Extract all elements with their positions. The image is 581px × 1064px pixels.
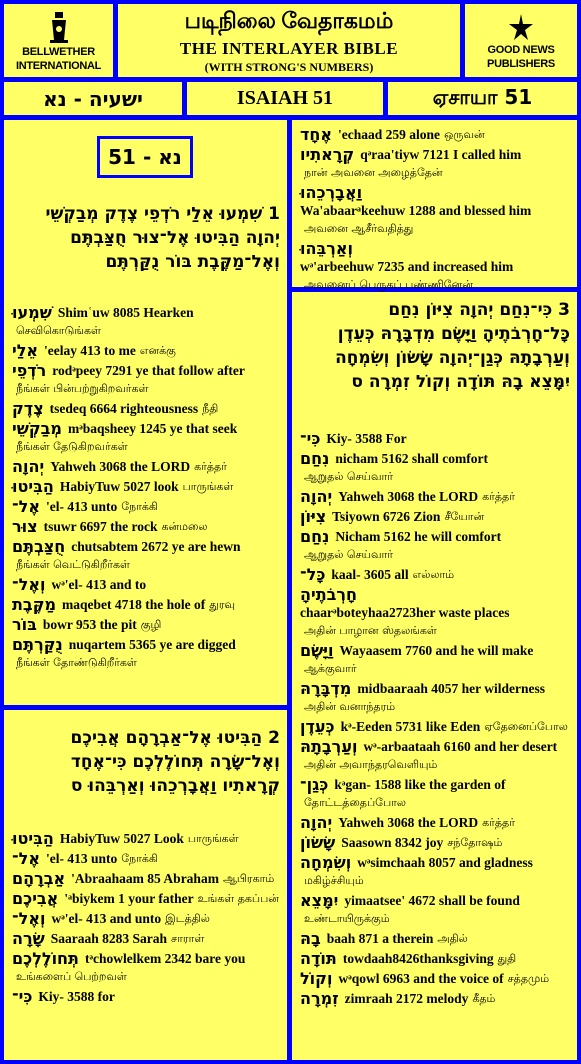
english-gloss: kᵊ-Eeden 5731 like Eden [340, 719, 481, 734]
word-entry [300, 970, 570, 988]
hebrew-word: אֶחָד [300, 125, 333, 144]
tamil-gloss: அதின் அவாந்தரவெளியும் [304, 758, 438, 771]
word-entry [300, 854, 570, 890]
word-entry [300, 642, 570, 678]
english-gloss: mᵊbaqsheey 1245 ye that seek [67, 421, 238, 436]
hebrew-word: חֻצַּבְתֶּם [12, 537, 66, 556]
bellwether-logo [4, 4, 113, 77]
word-entry [12, 304, 280, 340]
hebrew-word: צִיּוֹן [300, 507, 327, 526]
tamil-gloss: நீங்கள் தோண்டுகிறீர்கள் [16, 656, 137, 669]
word-entry [300, 586, 570, 640]
hebrew-word: יִמָּצֵא [300, 891, 339, 910]
english-gloss: zimraah 2172 melody [344, 991, 469, 1006]
hebrew-word: שָׂרָה [12, 929, 45, 948]
english-gloss: chutsabtem 2672 ye are hewn [71, 539, 241, 554]
page-title: THE INTERLAYER BIBLE [179, 39, 399, 58]
tamil-gloss: நான் அவனை அழைத்தேன் [304, 166, 443, 179]
hebrew-word: שִׁמְעוּ [12, 303, 52, 322]
english-gloss: HabiyTuw 5027 look [59, 479, 179, 494]
good-news-line2: PUBLISHERS [487, 57, 555, 70]
tamil-gloss: சீயோன் [444, 510, 485, 523]
tamil-gloss: அதின் வனாந்தரம் [304, 700, 396, 713]
hebrew-word: אַבְרָהָם [12, 869, 66, 888]
hebrew-word: בּוֹר [12, 615, 37, 634]
tamil-gloss: கர்த்தர் [194, 460, 227, 473]
hebrew-word: אֶל־ [12, 497, 40, 516]
title-tamil: படிநிலை வேதாகமம் [184, 8, 394, 33]
tamil-gloss: எல்லாம் [412, 568, 455, 581]
verse-1-hebrew: 1 שִׁמְעוּ אֵלַי רֹדְפֵי צֶדֶק מְבַקְשֵׁי יְהוָה הַבִּיטוּ אֶל־צוּר חֻצַּבְתֶּם וְאֶל־מַקֶּבֶת בּוֹר נֻקַּרְתֶּם [45, 204, 280, 272]
book-tamil [388, 82, 577, 115]
english-gloss: 'echaad 259 alone [338, 127, 441, 142]
tamil-gloss: ஆபிரகாம் [222, 872, 275, 885]
bellwether-line1: BELLWETHER [22, 45, 95, 58]
word-entry [300, 680, 570, 716]
tamil-gloss: ஆறுதல் செய்வார் [304, 548, 394, 561]
english-gloss: 'el- 413 unto [45, 499, 118, 514]
tamil-gloss: நோக்கி [121, 852, 158, 865]
hebrew-word: קְרָאתִיו [300, 145, 355, 164]
word-entry [300, 776, 570, 812]
tamil-gloss: சத்தமும் [507, 972, 550, 985]
tamil-gloss: கர்த்தர் [482, 490, 515, 503]
hebrew-word: זִמְרָה [300, 989, 339, 1008]
english-gloss: Kiy- 3588 for [38, 989, 115, 1004]
word-entry [12, 518, 280, 536]
english-gloss: wᵊqowl 6963 and the voice of [338, 971, 504, 986]
hebrew-word: נִחַם [300, 527, 330, 546]
english-gloss: wᵊsimchaah 8057 and gladness [357, 855, 533, 870]
tamil-gloss: துரவு [209, 598, 236, 611]
hebrew-word: הַבִּיטוּ [12, 477, 54, 496]
hebrew-word: מַקֶּבֶת [12, 595, 57, 614]
book-tamil-text: ஏசாயா 51 [432, 85, 533, 109]
word-entry [12, 930, 280, 948]
hebrew-word: יְהוָה [12, 457, 45, 476]
word-entry [300, 990, 570, 1008]
english-gloss: 'Abraahaam 85 Abraham [71, 871, 219, 886]
word-entry [12, 538, 280, 574]
word-entry [300, 718, 570, 736]
english-gloss: yimaatsee' 4672 shall be found [344, 893, 520, 908]
word-entry [12, 950, 280, 986]
page-subtitle: (WITH STRONG'S NUMBERS) [204, 60, 374, 74]
hebrew-word: נֻקַּרְתֶּם [12, 635, 63, 654]
word-entry [12, 400, 280, 418]
english-gloss: nuqartem 5365 ye are digged [68, 637, 236, 652]
tamil-gloss: பாருங்கள் [182, 480, 234, 493]
english-gloss: towdaah8426thanksgiving [342, 951, 494, 966]
english-gloss: Nicham 5162 he will comfort [335, 529, 502, 544]
verse-2-entries [12, 830, 280, 1008]
word-entry [12, 458, 280, 476]
english-gloss: Yahweh 3068 the LORD [338, 815, 479, 830]
word-entry [12, 870, 280, 888]
english-gloss: wᵊ-arbaataah 6160 and her desert [363, 739, 558, 754]
book-english [187, 82, 383, 115]
word-entry [300, 834, 570, 852]
hebrew-word: וְאַרְבֵּהוּ [300, 239, 354, 258]
tamil-gloss: அதின் பாழான ஸ்தலங்கள் [304, 624, 437, 637]
english-gloss: maqebet 4718 the hole of [62, 597, 206, 612]
word-entry [300, 430, 570, 448]
hebrew-word: יְהוָה [300, 813, 333, 832]
english-gloss: chaarᵊboteyhaa2723her waste places [300, 605, 510, 620]
hebrew-word: כִּי־ [300, 429, 321, 448]
hebrew-word: כִּי־ [12, 987, 33, 1006]
good-news-icon [506, 12, 536, 42]
tamil-gloss: துதி [497, 952, 517, 965]
hebrew-word: תְּחוֹלֶלְכֶם [12, 949, 79, 968]
tamil-gloss: சந்தோஷம் [447, 836, 503, 849]
word-entry [300, 126, 570, 144]
hebrew-word: כָּל־ [300, 565, 326, 584]
word-entry [12, 596, 280, 614]
tamil-gloss: செவிகொடுங்கள் [16, 324, 101, 337]
word-entry [300, 892, 570, 928]
english-gloss: tsuwr 6697 the rock [43, 519, 158, 534]
hebrew-word: בָהּ [300, 929, 321, 948]
hebrew-word: הַבִּיטוּ [12, 829, 54, 848]
hebrew-word: אֶל־ [12, 849, 40, 868]
hebrew-word: וַאֲבָרְכֵהוּ [300, 183, 363, 202]
tamil-gloss: மகிழ்ச்சியும் [304, 874, 364, 887]
english-gloss: 'el- 413 unto [45, 851, 118, 866]
english-gloss: tᵊchowlelkem 2342 bare you [84, 951, 246, 966]
english-gloss: nicham 5162 shall comfort [335, 451, 489, 466]
word-entry [12, 910, 280, 928]
english-gloss: baah 871 a therein [326, 931, 434, 946]
tamil-gloss: உண்டாயிருக்கும் [304, 912, 390, 925]
tamil-gloss: அவனை ஆசீர்வதித்து [304, 222, 414, 235]
tamil-gloss: கர்த்தர் [482, 816, 515, 829]
word-entry [12, 890, 280, 908]
verse-2-panel [4, 710, 287, 1060]
english-gloss: midbaaraah 4057 her wilderness [357, 681, 546, 696]
word-entry [300, 184, 570, 238]
english-gloss: Wayaasem 7760 and he will make [339, 643, 534, 658]
hebrew-word: אֲבִיכֶם [12, 889, 59, 908]
english-gloss: Wa'abaarᵃkeehuw 1288 and blessed him [300, 203, 532, 218]
word-entry [300, 814, 570, 832]
hebrew-word: וְאֶל־ [12, 909, 46, 928]
book-hebrew [4, 82, 182, 115]
word-entry [12, 342, 280, 360]
tamil-gloss: நீங்கள் தேடுகிறவர்கள் [16, 440, 128, 453]
word-entry [300, 508, 570, 526]
hebrew-word: מִדְבָּרָהּ [300, 679, 352, 698]
english-gloss: Saaraah 8283 Sarah [50, 931, 168, 946]
word-entry [300, 950, 570, 968]
word-entry [12, 988, 280, 1006]
word-entry [300, 240, 570, 294]
hebrew-word: נִחַם [300, 449, 330, 468]
hebrew-word: חָרְבֹתֶיהָ [300, 585, 358, 604]
english-gloss: wᵊ'el- 413 and to [51, 577, 147, 592]
good-news-line1: GOOD NEWS [487, 43, 555, 56]
hebrew-word: יְהוָה [300, 487, 333, 506]
tamil-gloss: அதில் [437, 932, 468, 945]
tamil-gloss: குழி [140, 618, 162, 631]
hebrew-word: וְשִׂמְחָה [300, 853, 352, 872]
verse-2-hebrew: 2 הַבִּיטוּ אֶל־אַבְרָהָם אֲבִיכֶם וְאֶל־שָׂרָה תְּחוֹלֶלְכֶם כִּי־אֶחָד קְרָאתִיו וַאֲבָרְכֵהוּ וְאַרְבֵּהוּ ס [70, 728, 280, 796]
hebrew-word: וַיָּשֶׂם [300, 641, 334, 660]
tamil-gloss: ஒருவன் [444, 128, 485, 141]
english-gloss: 'ᵃbiykem 1 your father [64, 891, 194, 906]
title-block [118, 4, 460, 77]
hebrew-word: מְבַקְשֵׁי [12, 419, 62, 438]
hebrew-word: אֵלַי [12, 341, 39, 360]
word-entry [12, 830, 280, 848]
hebrew-word: שָׂשׂוֹן [300, 833, 336, 852]
verse-1-panel [4, 120, 287, 705]
word-entry [12, 478, 280, 496]
tamil-gloss: உங்களைப் பெற்றவள் [16, 970, 127, 983]
tamil-gloss: ஆக்குவார் [304, 662, 357, 675]
bellwether-icon [48, 10, 70, 44]
tamil-gloss: நீதி [202, 402, 219, 415]
verse-3-hebrew: 3 כִּי־נִחַם יְהוָה צִיּוֹן נִחַם כָּל־חָרְבֹתֶיהָ וַיָּשֶׂם מִדְבָּרָהּ כְּעֵדֶן וְעַרְבָתָהּ כְּגַן־יְהוָה שָׂשׂוֹן וְשִׂמְחָה יִמָּצֵא בָהּ תּוֹדָה וְקוֹל זִמְרָה ס [335, 300, 570, 392]
english-gloss: Yahweh 3068 the LORD [50, 459, 191, 474]
chapter-badge-text: נא - 51 [108, 145, 182, 169]
word-entry [12, 498, 280, 516]
english-gloss: Yahweh 3068 the LORD [338, 489, 479, 504]
word-entry [12, 362, 280, 398]
english-gloss: bowr 953 the pit [42, 617, 137, 632]
verse-2-continued-panel [292, 120, 577, 291]
hebrew-word: כְּעֵדֶן [300, 717, 335, 736]
english-gloss: kaal- 3605 all [331, 567, 409, 582]
hebrew-word: צוּר [12, 517, 38, 536]
hebrew-word: וְאֶל־ [12, 575, 46, 594]
tamil-gloss: உங்கள் தகப்பன் [197, 892, 279, 905]
word-entry [300, 450, 570, 486]
word-entry [300, 930, 570, 948]
english-gloss: wᵊ'el- 413 and unto [51, 911, 162, 926]
bellwether-line2: INTERNATIONAL [15, 59, 102, 72]
english-gloss: HabiyTuw 5027 Look [59, 831, 184, 846]
chapter-badge [97, 136, 193, 178]
tamil-gloss: நீங்கள் வெட்டுகிறீர்கள் [16, 558, 130, 571]
tamil-gloss: சாராள் [171, 932, 205, 945]
english-gloss: Kiy- 3588 For [326, 431, 407, 446]
word-entry [300, 146, 570, 182]
tamil-gloss: அவனைப் பெருகப் பண்ணினேன் [304, 278, 473, 291]
verse-2-entries-continued [300, 126, 570, 296]
hebrew-word: תּוֹדָה [300, 949, 337, 968]
english-gloss: wᵊ'arbeehuw 7235 and increased him [300, 259, 514, 274]
tamil-gloss: எனக்கு [139, 344, 176, 357]
word-entry [12, 850, 280, 868]
english-gloss: Saasown 8342 joy [341, 835, 444, 850]
english-gloss: rodᵊpeey 7291 ye that follow after [52, 363, 245, 378]
tamil-gloss: பாருங்கள் [187, 832, 239, 845]
hebrew-word: כְּגַן־ [300, 775, 329, 794]
word-entry [300, 528, 570, 564]
hebrew-word: וְעַרְבָתָהּ [300, 737, 358, 756]
english-gloss: 'eelay 413 to me [44, 343, 136, 358]
tamil-gloss: தோட்டத்தைப்போல [304, 796, 407, 809]
verse-1-entries [12, 304, 280, 674]
book-english-text: ISAIAH 51 [236, 87, 334, 109]
verse-3-entries [300, 430, 570, 1010]
tamil-gloss: ஏதேனைப்போல [484, 720, 568, 733]
english-gloss: kᵊgan- 1588 like the garden of [334, 777, 506, 792]
word-entry [300, 738, 570, 774]
english-gloss: Shimʿuw 8085 Hearken [57, 305, 194, 320]
word-entry [12, 616, 280, 634]
english-gloss: tsedeq 6664 righteousness [49, 401, 199, 416]
tamil-gloss: நோக்கி [121, 500, 158, 513]
verse-3-panel [292, 292, 577, 1060]
tamil-gloss: கன்மலை [161, 520, 208, 533]
tamil-gloss: நீங்கள் பின்பற்றுகிறவர்கள் [16, 382, 149, 395]
english-gloss: Tsiyown 6726 Zion [332, 509, 441, 524]
hebrew-word: צֶדֶק [12, 399, 44, 418]
word-entry [300, 566, 570, 584]
tamil-gloss: இடத்தில் [165, 912, 210, 925]
word-entry [12, 420, 280, 456]
book-hebrew-text: ישעיה - נא [43, 86, 143, 111]
good-news-logo [465, 4, 577, 77]
word-entry [12, 636, 280, 672]
word-entry [300, 488, 570, 506]
hebrew-word: וְקוֹל [300, 969, 333, 988]
english-gloss: qᵊraa'tiyw 7121 I called him [360, 147, 522, 162]
hebrew-word: רֹדְפֵי [12, 361, 47, 380]
word-entry [12, 576, 280, 594]
tamil-gloss: கீதம் [472, 992, 496, 1005]
tamil-gloss: ஆறுதல் செய்வார் [304, 470, 394, 483]
